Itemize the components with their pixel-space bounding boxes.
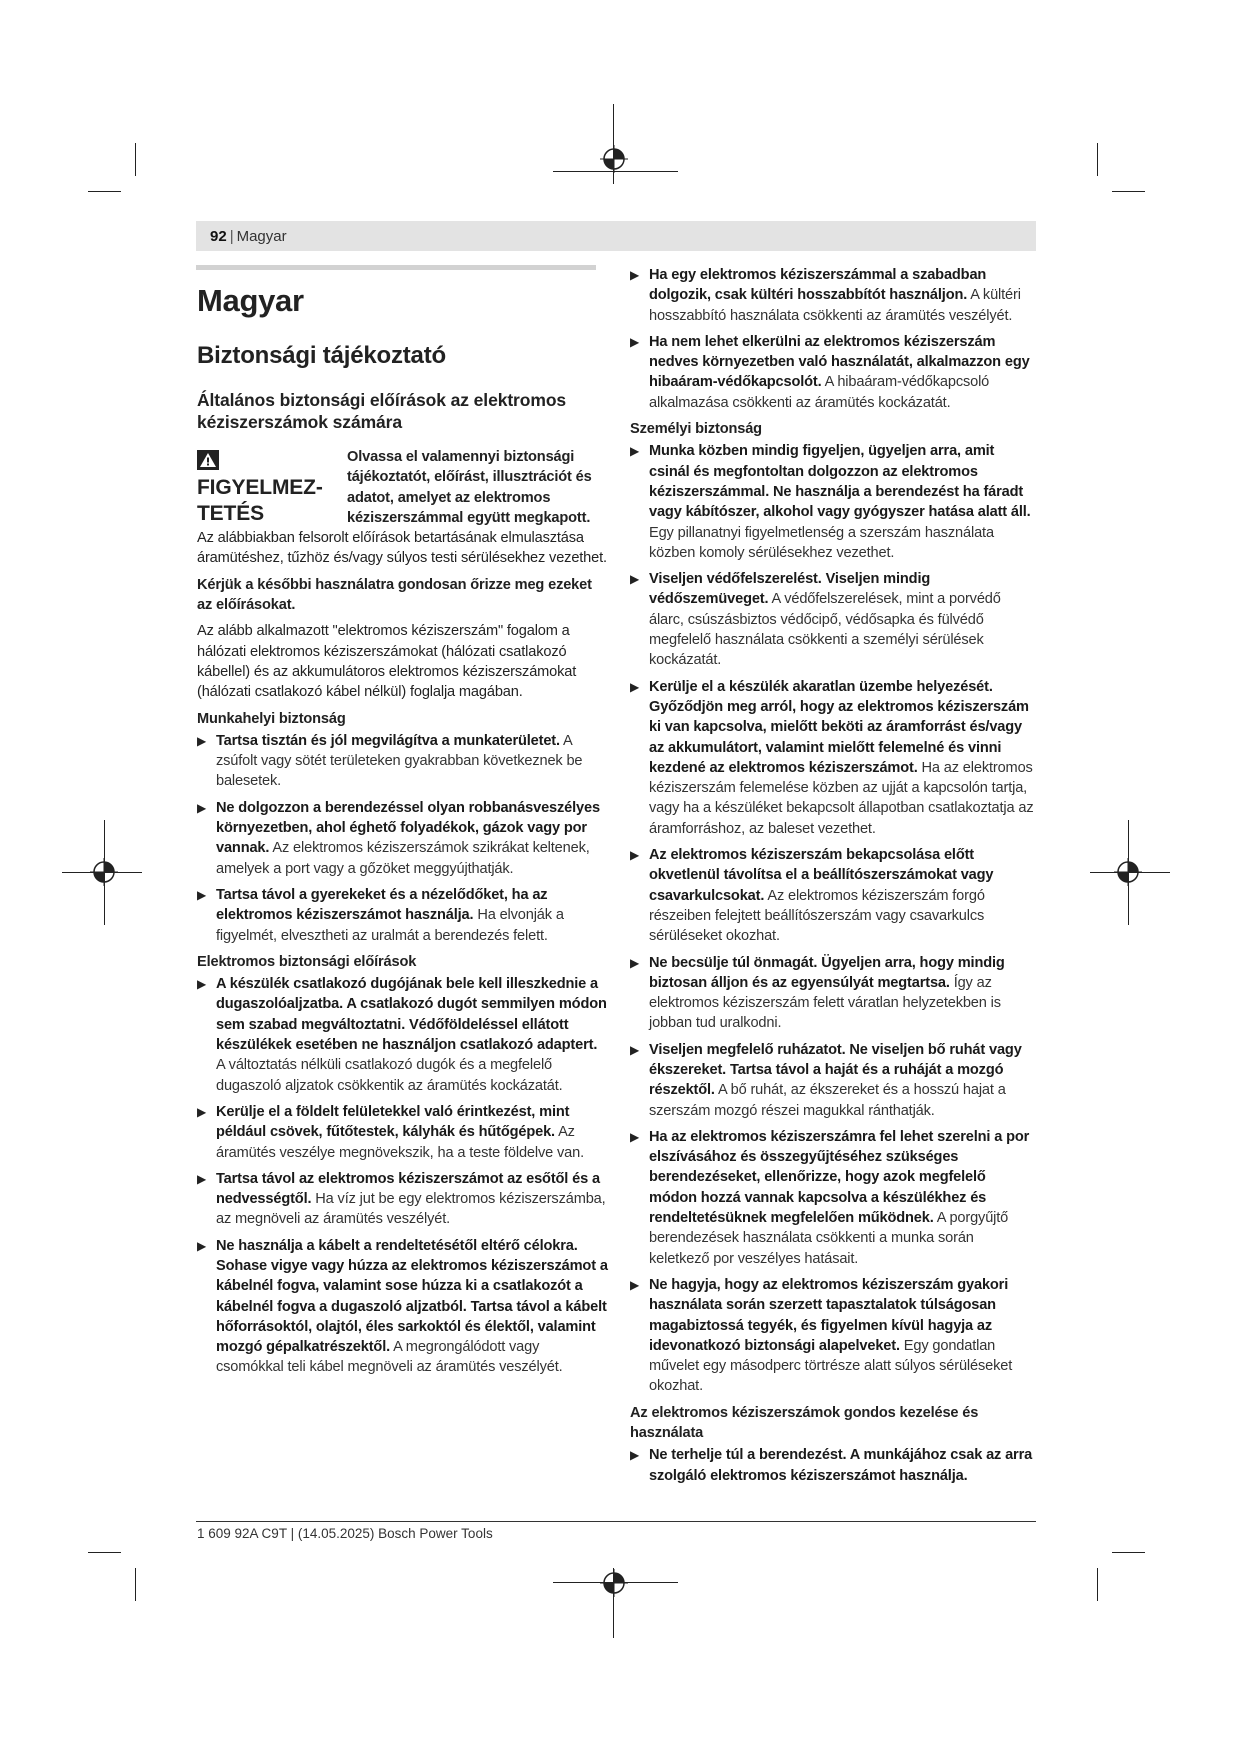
list-item (197, 731, 609, 792)
list-item (630, 332, 1035, 413)
bullet-arrow-icon: ▶ (630, 1129, 640, 1144)
warning-bold-text: Olvassa el valamennyi biztonsági tájékoztatót, előírást, illusztrációt és adatot, amelyet az elektromos kéziszerszámmal együtt megkapott. (347, 449, 592, 526)
item-text: A porgyűjtő berendezések használata csökkenti a munka során keletkező por veszélyes hatásait. (649, 1210, 1009, 1267)
list-item (630, 1040, 1035, 1121)
item-bold: Ne hagyja, hogy az elektromos kéziszerszám gyakori használata során szerzett tapasztalatok túlságosan magabiztossá tegyék, és figyelmen kívül hagyja az idevonatkozó biztonsági alapelveket. (649, 1276, 1009, 1354)
warning-label (197, 449, 347, 527)
item-text: Ha az elektromos kéziszerszám felemelése közben az ujját a kapcsolón tartja, vagy ha a készüléket bekapcsolt állapotban csatlakoztatja az áramforráshoz, az baleset vezethet. (649, 759, 1034, 837)
item-text: Egy pillanatnyi figyelmetlenség a szerszám használata közben komoly sérülésekhez vezethet. (649, 524, 994, 561)
list-item (630, 1445, 1035, 1486)
work-area-list (197, 731, 609, 946)
crop-mark (135, 143, 136, 176)
item-bold: Tartsa távol a gyerekeket és a nézelődőket, ha az elektromos kéziszerszámot használja. (216, 886, 548, 924)
warning-block (197, 447, 609, 569)
page-header (196, 221, 1036, 251)
header-section: Magyar (236, 227, 287, 245)
item-text: A változtatás nélküli csatlakozó dugók és a megfelelő dugaszoló aljzatok csökkentik az áramütés kockázatát. (216, 1057, 563, 1094)
bullet-arrow-icon: ▶ (197, 977, 207, 992)
subsection-title: Általános biztonsági előírások az elektromos kéziszerszámok számára (197, 390, 567, 432)
bullet-arrow-icon: ▶ (197, 1104, 207, 1119)
warning-label-text: FIGYELMEZ-TETÉS (197, 476, 323, 525)
list-item (197, 1102, 609, 1163)
item-text: Az áramütés veszélye megnövekszik, ha a teste földelve van. (216, 1124, 584, 1161)
crop-mark (1112, 1552, 1145, 1553)
list-item (630, 569, 1035, 670)
item-text: A zsúfolt vagy sötét területeken gyakrabban következnek be balesetek. (216, 732, 583, 790)
bullet-arrow-icon: ▶ (197, 887, 207, 902)
page-number: 92 (210, 227, 227, 245)
personal-list (630, 441, 1035, 1396)
page-footer: 1 609 92A C9T | (14.05.2025) Bosch Power Tools (197, 1526, 493, 1541)
header-separator: | (229, 227, 234, 245)
bullet-arrow-icon: ▶ (630, 444, 640, 459)
list-item (197, 1236, 609, 1378)
list-item (197, 974, 609, 1096)
list-item (197, 1169, 609, 1230)
warning-triangle-icon (197, 450, 219, 470)
list-item (630, 1275, 1035, 1397)
item-text: Így az elektromos kéziszerszám felett váratlan helyzetekben is jobban tud uralkodni. (649, 974, 1001, 1032)
crop-mark (135, 1568, 136, 1601)
list-item (197, 798, 609, 879)
bullet-arrow-icon: ▶ (197, 1171, 207, 1186)
bullet-arrow-icon: ▶ (630, 1277, 640, 1292)
item-bold: A készülék csatlakozó dugójának bele kell illeszkednie a dugaszolóaljzatba. A csatlakozó dugót semmilyen módon sem szabad megváltoztatni. Védőföldeléssel ellátott készülékek esetében ne használjon csatlakozó adaptert. (216, 976, 607, 1054)
item-bold: Ha egy elektromos kéziszerszámmal a szabadban dolgozik, csak kültéri hosszabbítót használjon. (649, 267, 987, 304)
list-item (630, 677, 1035, 839)
bullet-arrow-icon: ▶ (197, 800, 207, 815)
crop-mark (1097, 1568, 1098, 1601)
item-text: A bő ruhát, az ékszereket és a hosszú hajat a szerszám mozgó részei magukkal ránthatják. (649, 1082, 1006, 1119)
bullet-arrow-icon: ▶ (630, 1042, 640, 1057)
item-bold: Munka közben mindig figyeljen, ügyeljen arra, amit csinál és megfontoltan dolgozzon az elektromos kéziszerszámmal. Ne használja a berendezést ha fáradt vagy kábítószer, alkohol vagy gyógyszer hatása alatt áll. (649, 443, 1031, 521)
registration-target-icon (1114, 858, 1142, 886)
item-bold: Viseljen védőfelszerelést. Viseljen mindig védőszemüveget. (649, 571, 931, 608)
item-text: A hibaáram-védőkapcsoló alkalmazása csökkenti az áramütés kockázatát. (649, 374, 990, 411)
item-text: A kültéri hosszabbító használata csökkenti az áramütés veszélyét. (649, 287, 1021, 324)
list-item (630, 441, 1035, 563)
keep-note: Kérjük a későbbi használatra gondosan őrizze meg ezeket az előírásokat. (197, 576, 592, 614)
electrical-list-continued (630, 265, 1035, 413)
item-bold: Ne dolgozzon a berendezéssel olyan robbanásveszélyes környezetben, ahol éghető folyadékok, gázok vagy por vannak. (216, 799, 600, 857)
footer-rule (196, 1521, 1036, 1522)
item-text: A védőfelszerelések, mint a porvédő álarc, csúszásbiztos védőcipő, védősapka és fülvédő megfelelő használata csökkenti a személyi sérülések kockázatát. (649, 591, 1001, 669)
section-title: Biztonsági tájékoztató (197, 342, 446, 369)
item-text: Az elektromos kéziszerszám forgó részeiben felejtett beállítószerszám vagy csavarkulcs sérüléseket okozhat. (649, 887, 985, 945)
item-bold: Tartsa tisztán és jól megvilágítva a munkaterületet. (216, 732, 560, 749)
crop-mark (88, 1552, 121, 1553)
bullet-arrow-icon: ▶ (630, 268, 640, 282)
left-column (197, 270, 609, 1384)
item-text: A megrongálódott vagy csomókkal teli kábel megnöveli az áramütés veszélyét. (216, 1339, 563, 1376)
item-bold: Ha az elektromos kéziszerszámra fel lehet szerelni a por elszívásához és összegyűjtéséhez szükséges berendezéseket, ellenőrizze, hogy azok megfelelő módon hozzá vannak kapcsolva a készülékhez és rendeltetésüknek megfelelően működnek. (649, 1128, 1030, 1227)
item-text: Ha víz jut be egy elektromos kéziszerszámba, az megnöveli az áramütés veszélyét. (216, 1191, 606, 1228)
crop-mark (88, 191, 121, 192)
page-title: Magyar (197, 283, 304, 318)
item-bold: Viseljen megfelelő ruházatot. Ne viseljen bő ruhát vagy ékszereket. Tartsa távol a haját és a ruháját a mozgó részektől. (649, 1041, 1022, 1099)
crop-mark (1097, 143, 1098, 176)
registration-target-icon (600, 145, 628, 173)
definition-paragraph: Az alább alkalmazott "elektromos kéziszerszám" fogalom a hálózati elektromos kéziszerszámokat (hálózati csatlakozó kábellel) és az akkumulátoros elektromos kéziszerszámokat (hálózati csatlakozó kábel nélkül) foglalja magában. (197, 623, 577, 701)
item-bold: Ne terhelje túl a berendezést. A munkájához csak az arra szolgáló elektromos kéziszerszámot használja. (649, 1447, 1033, 1484)
warning-normal-text: Az alábbiakban felsorolt előírások betartásának elmulasztása áramütéshez, tűzhöz és/vagy súlyos testi sérülésekhez vezethet. (197, 530, 607, 567)
bullet-arrow-icon: ▶ (197, 733, 207, 748)
bullet-arrow-icon: ▶ (197, 1238, 207, 1253)
electrical-list (197, 974, 609, 1378)
bullet-arrow-icon: ▶ (630, 1448, 640, 1463)
item-text: Az elektromos kéziszerszámok szikrákat keltenek, amelyek a port vagy a gőzöket meggyújthatják. (216, 840, 590, 877)
bullet-arrow-icon: ▶ (630, 679, 640, 694)
bullet-arrow-icon: ▶ (630, 848, 640, 863)
item-bold: Az elektromos kéziszerszám bekapcsolása előtt okvetlenül távolítsa el a beállítószerszámokat vagy csavarkulcsokat. (649, 847, 994, 904)
electrical-heading: Elektromos biztonsági előírások (197, 953, 417, 970)
item-text: Ha elvonják a figyelmét, elvesztheti az uralmát a berendezés felett. (216, 907, 564, 944)
bullet-arrow-icon: ▶ (630, 572, 640, 587)
personal-heading: Személyi biztonság (630, 421, 762, 438)
bullet-arrow-icon: ▶ (630, 334, 640, 349)
list-item (630, 845, 1035, 946)
list-item (630, 265, 1035, 326)
item-bold: Ne használja a kábelt a rendeltetésétől eltérő célokra. Sohase vigye vagy húzza az elektromos kéziszerszámot a kábelnél fogva, valamint sose húzza ki a csatlakozót a kábelnél fogva a dugaszoló aljzatból. Tartsa távol a kábelt hőforrásoktól, olajtól, éles sarkoktól és élektől, valamint mozgó gépalkatrészektől. (216, 1237, 608, 1356)
right-column (630, 265, 1035, 1492)
bullet-arrow-icon: ▶ (630, 955, 640, 970)
list-item (630, 1127, 1035, 1269)
crop-mark (1112, 191, 1145, 192)
item-bold: Ha nem lehet elkerülni az elektromos kéziszerszám nedves környezetben való használatát, alkalmazzon egy hibaáram-védőkapcsolót. (649, 333, 1030, 391)
item-bold: Kerülje el a készülék akaratlan üzembe helyezését. Győződjön meg arról, hogy az elektromos kéziszerszám ki van kapcsolva, mielőtt beköti az áramforrást és/vagy az akkumulátort, valamint mielőtt felemelné és vinni kezdené az elektromos kéziszerszámot. (649, 678, 1029, 776)
list-item (630, 953, 1035, 1034)
handling-heading: Az elektromos kéziszerszámok gondos kezelése és használata (630, 1404, 979, 1442)
registration-target-icon (600, 1569, 628, 1597)
registration-target-icon (90, 858, 118, 886)
item-bold: Tartsa távol az elektromos kéziszerszámot az esőtől és a nedvességtől. (216, 1170, 600, 1208)
list-item (197, 885, 609, 946)
item-bold: Kerülje el a földelt felületekkel való érintkezést, mint például csövek, fűtőtestek, kályhák és hűtőgépek. (216, 1103, 570, 1141)
handling-list (630, 1445, 1035, 1486)
item-text: Egy gondatlan művelet egy másodperc törtrésze alatt súlyos sérüléseket okozhat. (649, 1337, 1013, 1395)
item-bold: Ne becsülje túl önmagát. Ügyeljen arra, hogy mindig biztosan álljon és az egyensúlyát megtartsa. (649, 954, 1005, 991)
work-area-heading: Munkahelyi biztonság (197, 710, 346, 727)
